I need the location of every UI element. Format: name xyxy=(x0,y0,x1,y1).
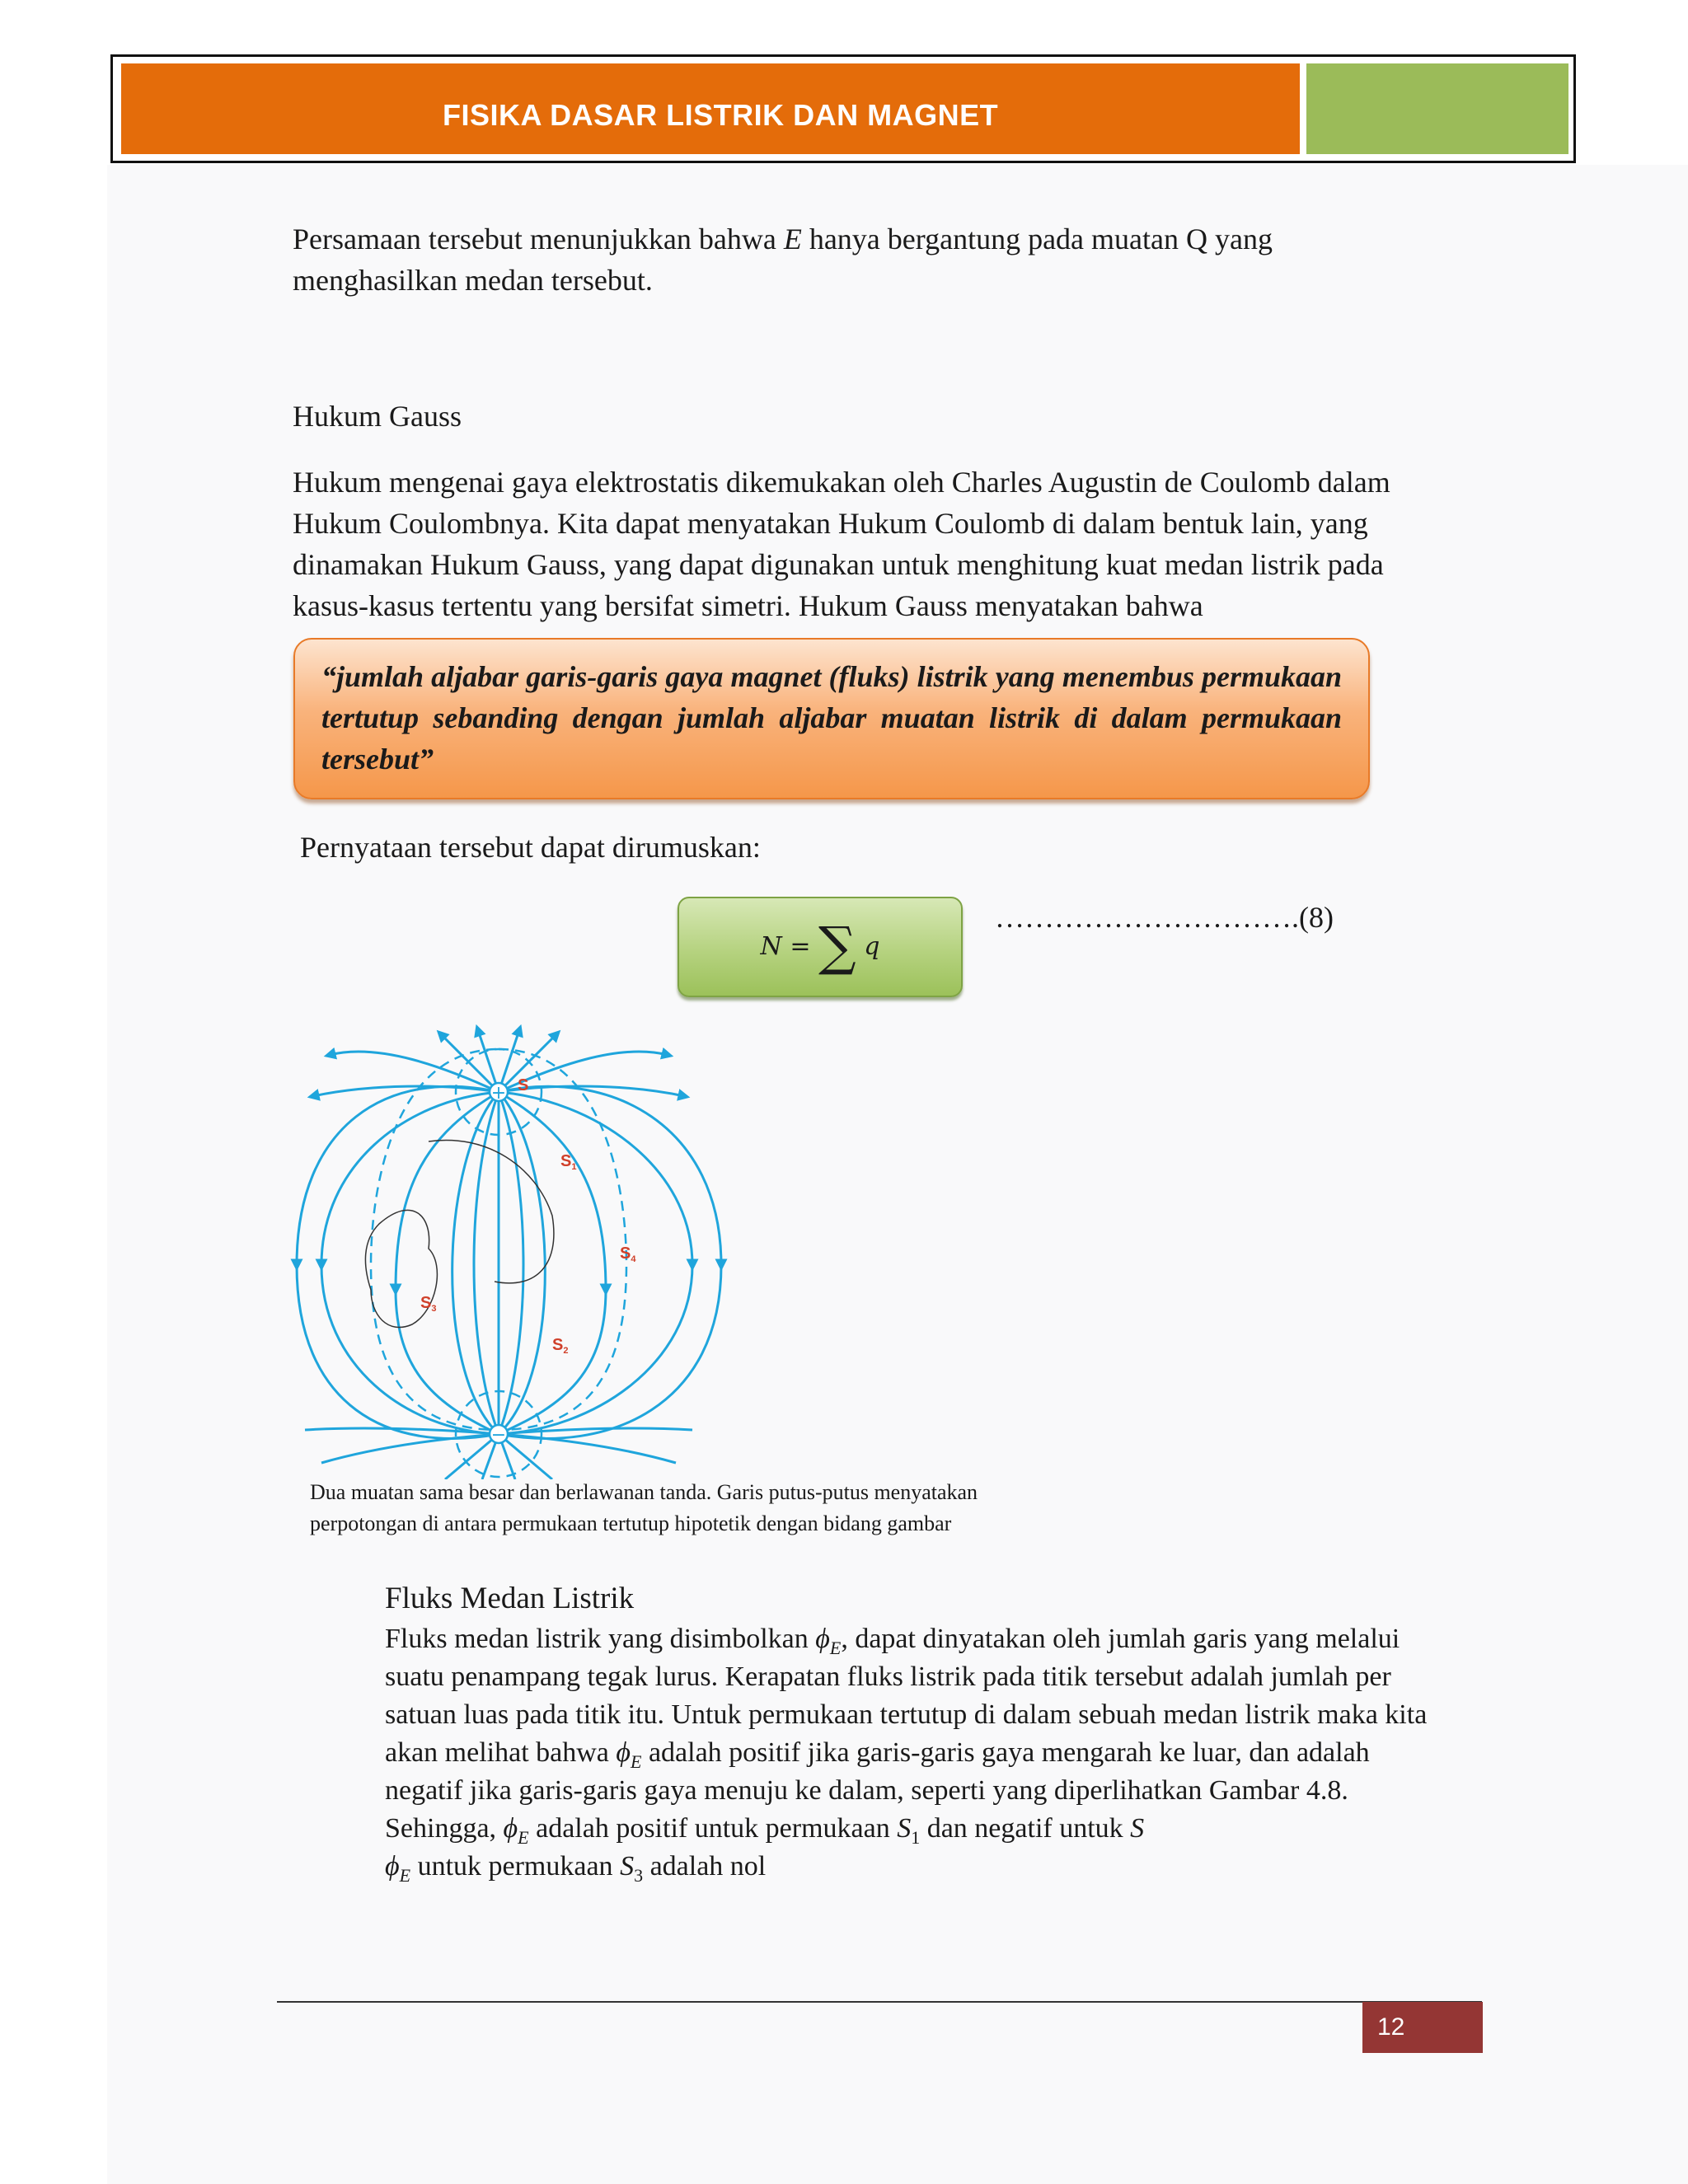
surface-label-s3: $S_3$ xyxy=(420,1294,437,1314)
caption-line-2: perpotongan di antara permukaan tertutup hipotetik dengan bidang gambar xyxy=(310,1511,952,1535)
section-heading-gauss: Hukum Gauss xyxy=(293,400,462,433)
gaussian-surface-s4 xyxy=(429,1140,554,1282)
field-line xyxy=(499,1092,606,1434)
positive-charge xyxy=(490,1083,508,1104)
formula-box xyxy=(678,897,963,997)
surface-label-s: S xyxy=(518,1076,529,1094)
formula-lhs: N = xyxy=(760,932,811,961)
flux-line-5: negatif jika garis-garis gaya menuju ke dalam, seperti yang diperlihatkan Gambar 4.8. xyxy=(385,1775,1348,1806)
surface-label-s1: $S_1$ xyxy=(560,1152,577,1172)
field-line xyxy=(499,1092,545,1434)
gauss-paragraph-line: kasus-kasus tertentu yang bersifat simetri. Hukum Gauss menyatakan bahwa xyxy=(293,589,1203,622)
caption-line-1: Dua muatan sama besar dan berlawanan tanda. Garis putus-putus menyatakan xyxy=(310,1480,978,1504)
footer-rule xyxy=(277,2001,1482,2003)
flux-line-7: $\phi_E$ untuk permukaan $S_3$ adalah nol xyxy=(385,1851,767,1886)
surface-label-s4: $S_4$ xyxy=(620,1244,636,1264)
gauss-law-quote-box xyxy=(293,638,1370,799)
page-header xyxy=(110,54,1576,163)
svg-text:−: − xyxy=(490,1425,507,1446)
formulation-text: Pernyataan tersebut dapat dirumuskan: xyxy=(300,831,761,864)
header-title: FISIKA DASAR LISTRIK DAN MAGNET xyxy=(443,98,999,132)
field-line xyxy=(499,1086,721,1438)
flux-line-3: satuan luas pada titik itu. Untuk permukaan tertutup di dalam sebuah medan listrik maka kita xyxy=(385,1699,1428,1730)
flux-line-1: Fluks medan listrik yang disimbolkan $\phi_E$, dapat dinyatakan oleh jumlah garis yang melalui xyxy=(385,1624,1400,1658)
page-number: 12 xyxy=(1362,2002,1483,2053)
field-line xyxy=(499,1092,523,1434)
flux-line-4: akan melihat bahwa $\phi_E$ adalah positif jika garis-garis gaya mengarah ke luar, dan adalah xyxy=(385,1737,1370,1772)
flux-line-6: Sehingga, $\phi_E$ adalah positif untuk permukaan $S_1$ dan negatif untuk S xyxy=(385,1813,1145,1848)
electric-dipole-field-figure xyxy=(280,1018,742,1479)
svg-text:+: + xyxy=(490,1083,507,1104)
field-line xyxy=(474,1092,499,1434)
sigma-symbol: ∑ xyxy=(818,916,856,977)
negative-charge xyxy=(490,1425,508,1446)
figure-caption xyxy=(310,1477,978,1540)
header-orange-band xyxy=(121,63,1300,154)
gauss-paragraph-line: Hukum mengenai gaya elektrostatis dikemukakan oleh Charles Augustin de Coulomb dalam xyxy=(293,466,1390,499)
intro-line-1: Persamaan tersebut menunjukkan bahwa E hanya bergantung pada muatan Q yang xyxy=(293,223,1273,255)
gauss-law-quote-text: “jumlah aljabar garis-garis gaya magnet (fluks) listrik yang menembus permukaan tertutup sebanding dengan jumlah aljabar muatan listrik di dalam permukaan tersebut” xyxy=(321,660,1342,776)
section-heading-flux: Fluks Medan Listrik xyxy=(385,1582,635,1615)
formula-rhs: q xyxy=(864,932,880,961)
equation-number: ………………………….(8) xyxy=(995,901,1334,934)
intro-line-2: menghasilkan medan tersebut. xyxy=(293,264,653,297)
gauss-paragraph-line: Hukum Coulombnya. Kita dapat menyatakan Hukum Coulomb di dalam bentuk lain, yang xyxy=(293,507,1368,540)
flux-line-2: suatu penampang tegak lurus. Kerapatan fluks listrik pada titik tersebut adalah jumlah per xyxy=(385,1661,1391,1692)
surface-label-s2: $S_2$ xyxy=(552,1336,569,1356)
gauss-paragraph-line: dinamakan Hukum Gauss, yang dapat digunakan untuk menghitung kuat medan listrik pada xyxy=(293,548,1384,581)
header-green-block xyxy=(1306,63,1568,154)
